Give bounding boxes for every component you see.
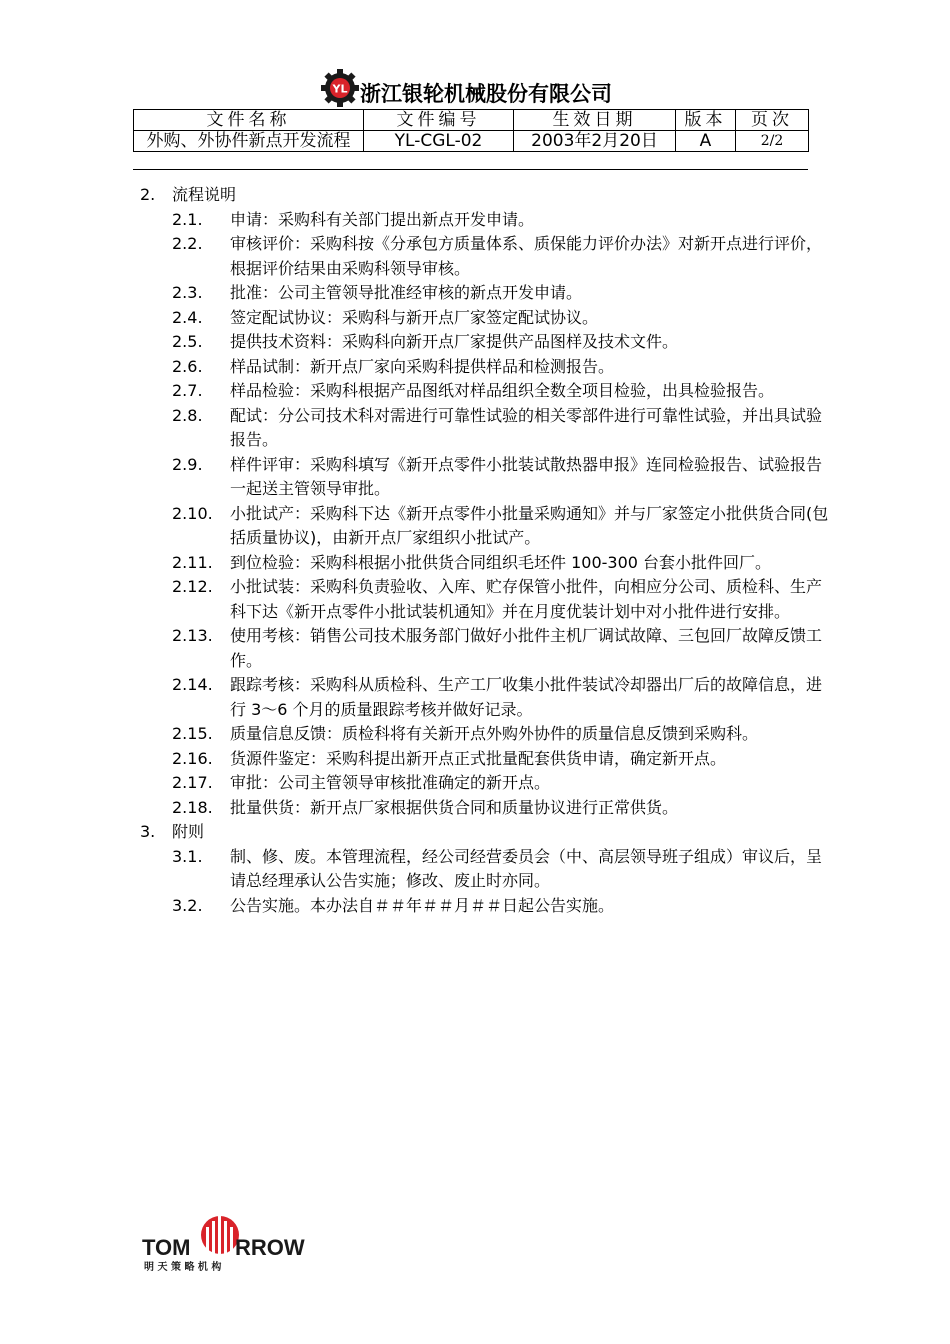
section-heading <box>140 183 830 208</box>
meta-doc-code: YL-CGL-02 <box>364 131 514 152</box>
list-item <box>172 404 830 453</box>
document-meta-table <box>133 109 809 152</box>
item-text: 制、修、废。本管理流程，经公司经营委员会（中、高层领导班子组成）审议后，呈请总经理承认公告实施；修改、废止时亦同。 <box>230 846 823 890</box>
item-number: 2.7. <box>172 381 203 400</box>
section-number: 3. <box>140 822 156 841</box>
item-text: 样品检验：采购科根据产品图纸对样品组织全数全项目检验，出具检验报告。 <box>230 381 775 400</box>
item-text: 到位检验：采购科根据小批供货合同组织毛坯件 100-300 台套小批件回厂。 <box>230 552 772 572</box>
item-text: 样品试制：新开点厂家向采购科提供样品和检测报告。 <box>230 356 615 376</box>
meta-version: A <box>676 131 736 152</box>
svg-text:YL: YL <box>332 82 348 96</box>
meta-header-page: 页次 <box>736 110 809 131</box>
item-text: 审批：公司主管领导审核批准确定的新开点。 <box>230 773 551 792</box>
item-text: 货源件鉴定：采购科提出新开点正式批量配套供货申请，确定新开点。 <box>230 748 727 768</box>
item-text: 提供技术资料：采购科向新开点厂家提供产品图样及技术文件。 <box>230 332 679 351</box>
meta-header-name: 文件名称 <box>134 110 364 131</box>
item-number: 2.9. <box>172 454 203 474</box>
list-item <box>172 796 830 821</box>
item-text: 批量供货：新开点厂家根据供货合同和质量协议进行正常供货。 <box>230 797 679 817</box>
meta-page-number: 2/2 <box>736 131 809 152</box>
list-item <box>172 281 830 306</box>
item-number: 2.1. <box>172 209 203 229</box>
item-text: 签定配试协议：采购科与新开点厂家签定配试协议。 <box>230 307 599 327</box>
section-title: 流程说明 <box>172 185 237 204</box>
meta-header-version: 版本 <box>676 110 736 131</box>
brand-tagline: 明 天 策 略 机 构 <box>144 1262 222 1273</box>
item-number: 3.2. <box>172 895 203 915</box>
item-number: 2.14. <box>172 675 213 694</box>
item-number: 2.5. <box>172 332 203 351</box>
item-text: 跟踪考核：采购科从质检科、生产工厂收集小批件装试冷却器出厂后的故障信息，进行 3～6 个月的质量跟踪考核并做好记录。 <box>230 675 823 719</box>
section-heading <box>140 820 830 845</box>
item-text: 公告实施。本办法自＃＃年＃＃月＃＃日起公告实施。 <box>230 895 615 915</box>
list-item <box>172 722 830 747</box>
item-number: 2.10. <box>172 503 213 523</box>
brand-left-text: TOM <box>142 1235 191 1260</box>
header-divider <box>133 169 808 170</box>
meta-doc-name: 外购、外协件新点开发流程 <box>134 131 364 152</box>
company-header <box>320 68 612 108</box>
list-item <box>172 575 830 624</box>
item-number: 2.16. <box>172 748 213 768</box>
item-number: 2.12. <box>172 577 213 596</box>
list-item <box>172 306 830 331</box>
item-text: 小批试装：采购科负责验收、入库、贮存保管小批件，向相应分公司、质检科、生产科下达《新开点零件小批试装机通知》并在月度优装计划中对小批件进行安排。 <box>230 577 823 621</box>
brand-right-text: RROW <box>235 1235 305 1260</box>
item-number: 2.6. <box>172 356 203 376</box>
list-item <box>172 232 830 281</box>
list-item <box>172 771 830 796</box>
list-item <box>172 379 830 404</box>
item-number: 3.1. <box>172 846 203 866</box>
item-number: 2.8. <box>172 405 203 425</box>
item-number: 2.17. <box>172 773 213 792</box>
list-item <box>172 502 830 551</box>
item-text: 样件评审：采购科填写《新开点零件小批装试散热器申报》连同检验报告、试验报告一起送主管领导审批。 <box>230 454 823 498</box>
company-logo-icon <box>320 68 360 108</box>
item-text: 申请：采购科有关部门提出新点开发申请。 <box>230 209 535 229</box>
tomorrow-brand-logo <box>140 1213 310 1273</box>
item-number: 2.18. <box>172 797 213 817</box>
item-text: 配试：分公司技术科对需进行可靠性试验的相关零部件进行可靠性试验，并出具试验报告。 <box>230 405 823 449</box>
item-number: 2.15. <box>172 724 213 743</box>
item-text: 批准：公司主管领导批准经审核的新点开发申请。 <box>230 283 583 302</box>
list-item <box>172 624 830 673</box>
list-item <box>172 747 830 772</box>
list-item <box>172 208 830 233</box>
meta-header-date: 生效日期 <box>514 110 676 131</box>
section-title: 附则 <box>172 822 205 841</box>
item-text: 使用考核：销售公司技术服务部门做好小批件主机厂调试故障、三包回厂故障反馈工作。 <box>230 626 823 670</box>
section-number: 2. <box>140 185 156 204</box>
item-text: 质量信息反馈：质检科将有关新开点外购外协件的质量信息反馈到采购科。 <box>230 724 759 743</box>
item-number: 2.13. <box>172 626 213 645</box>
item-number: 2.11. <box>172 552 213 572</box>
meta-header-code: 文件编号 <box>364 110 514 131</box>
list-item <box>172 894 830 919</box>
list-item <box>172 845 830 894</box>
meta-header-row <box>134 110 809 131</box>
list-item <box>172 453 830 502</box>
item-text: 审核评价：采购科按《分承包方质量体系、质保能力评价办法》对新开点进行评价，根据评价结果由采购科领导审核。 <box>230 234 823 278</box>
company-name: 浙江银轮机械股份有限公司 <box>360 82 612 106</box>
list-item <box>172 551 830 576</box>
item-number: 2.4. <box>172 307 203 327</box>
item-text: 小批试产：采购科下达《新开点零件小批量采购通知》并与厂家签定小批供货合同(包括质量协议)，由新开点厂家组织小批试产。 <box>230 503 829 547</box>
list-item <box>172 673 830 722</box>
list-item <box>172 355 830 380</box>
item-number: 2.3. <box>172 283 203 302</box>
item-number: 2.2. <box>172 234 203 253</box>
list-item <box>172 330 830 355</box>
document-body <box>140 183 830 918</box>
meta-value-row <box>134 131 809 152</box>
meta-effective-date: 2003年2月20日 <box>514 131 676 152</box>
